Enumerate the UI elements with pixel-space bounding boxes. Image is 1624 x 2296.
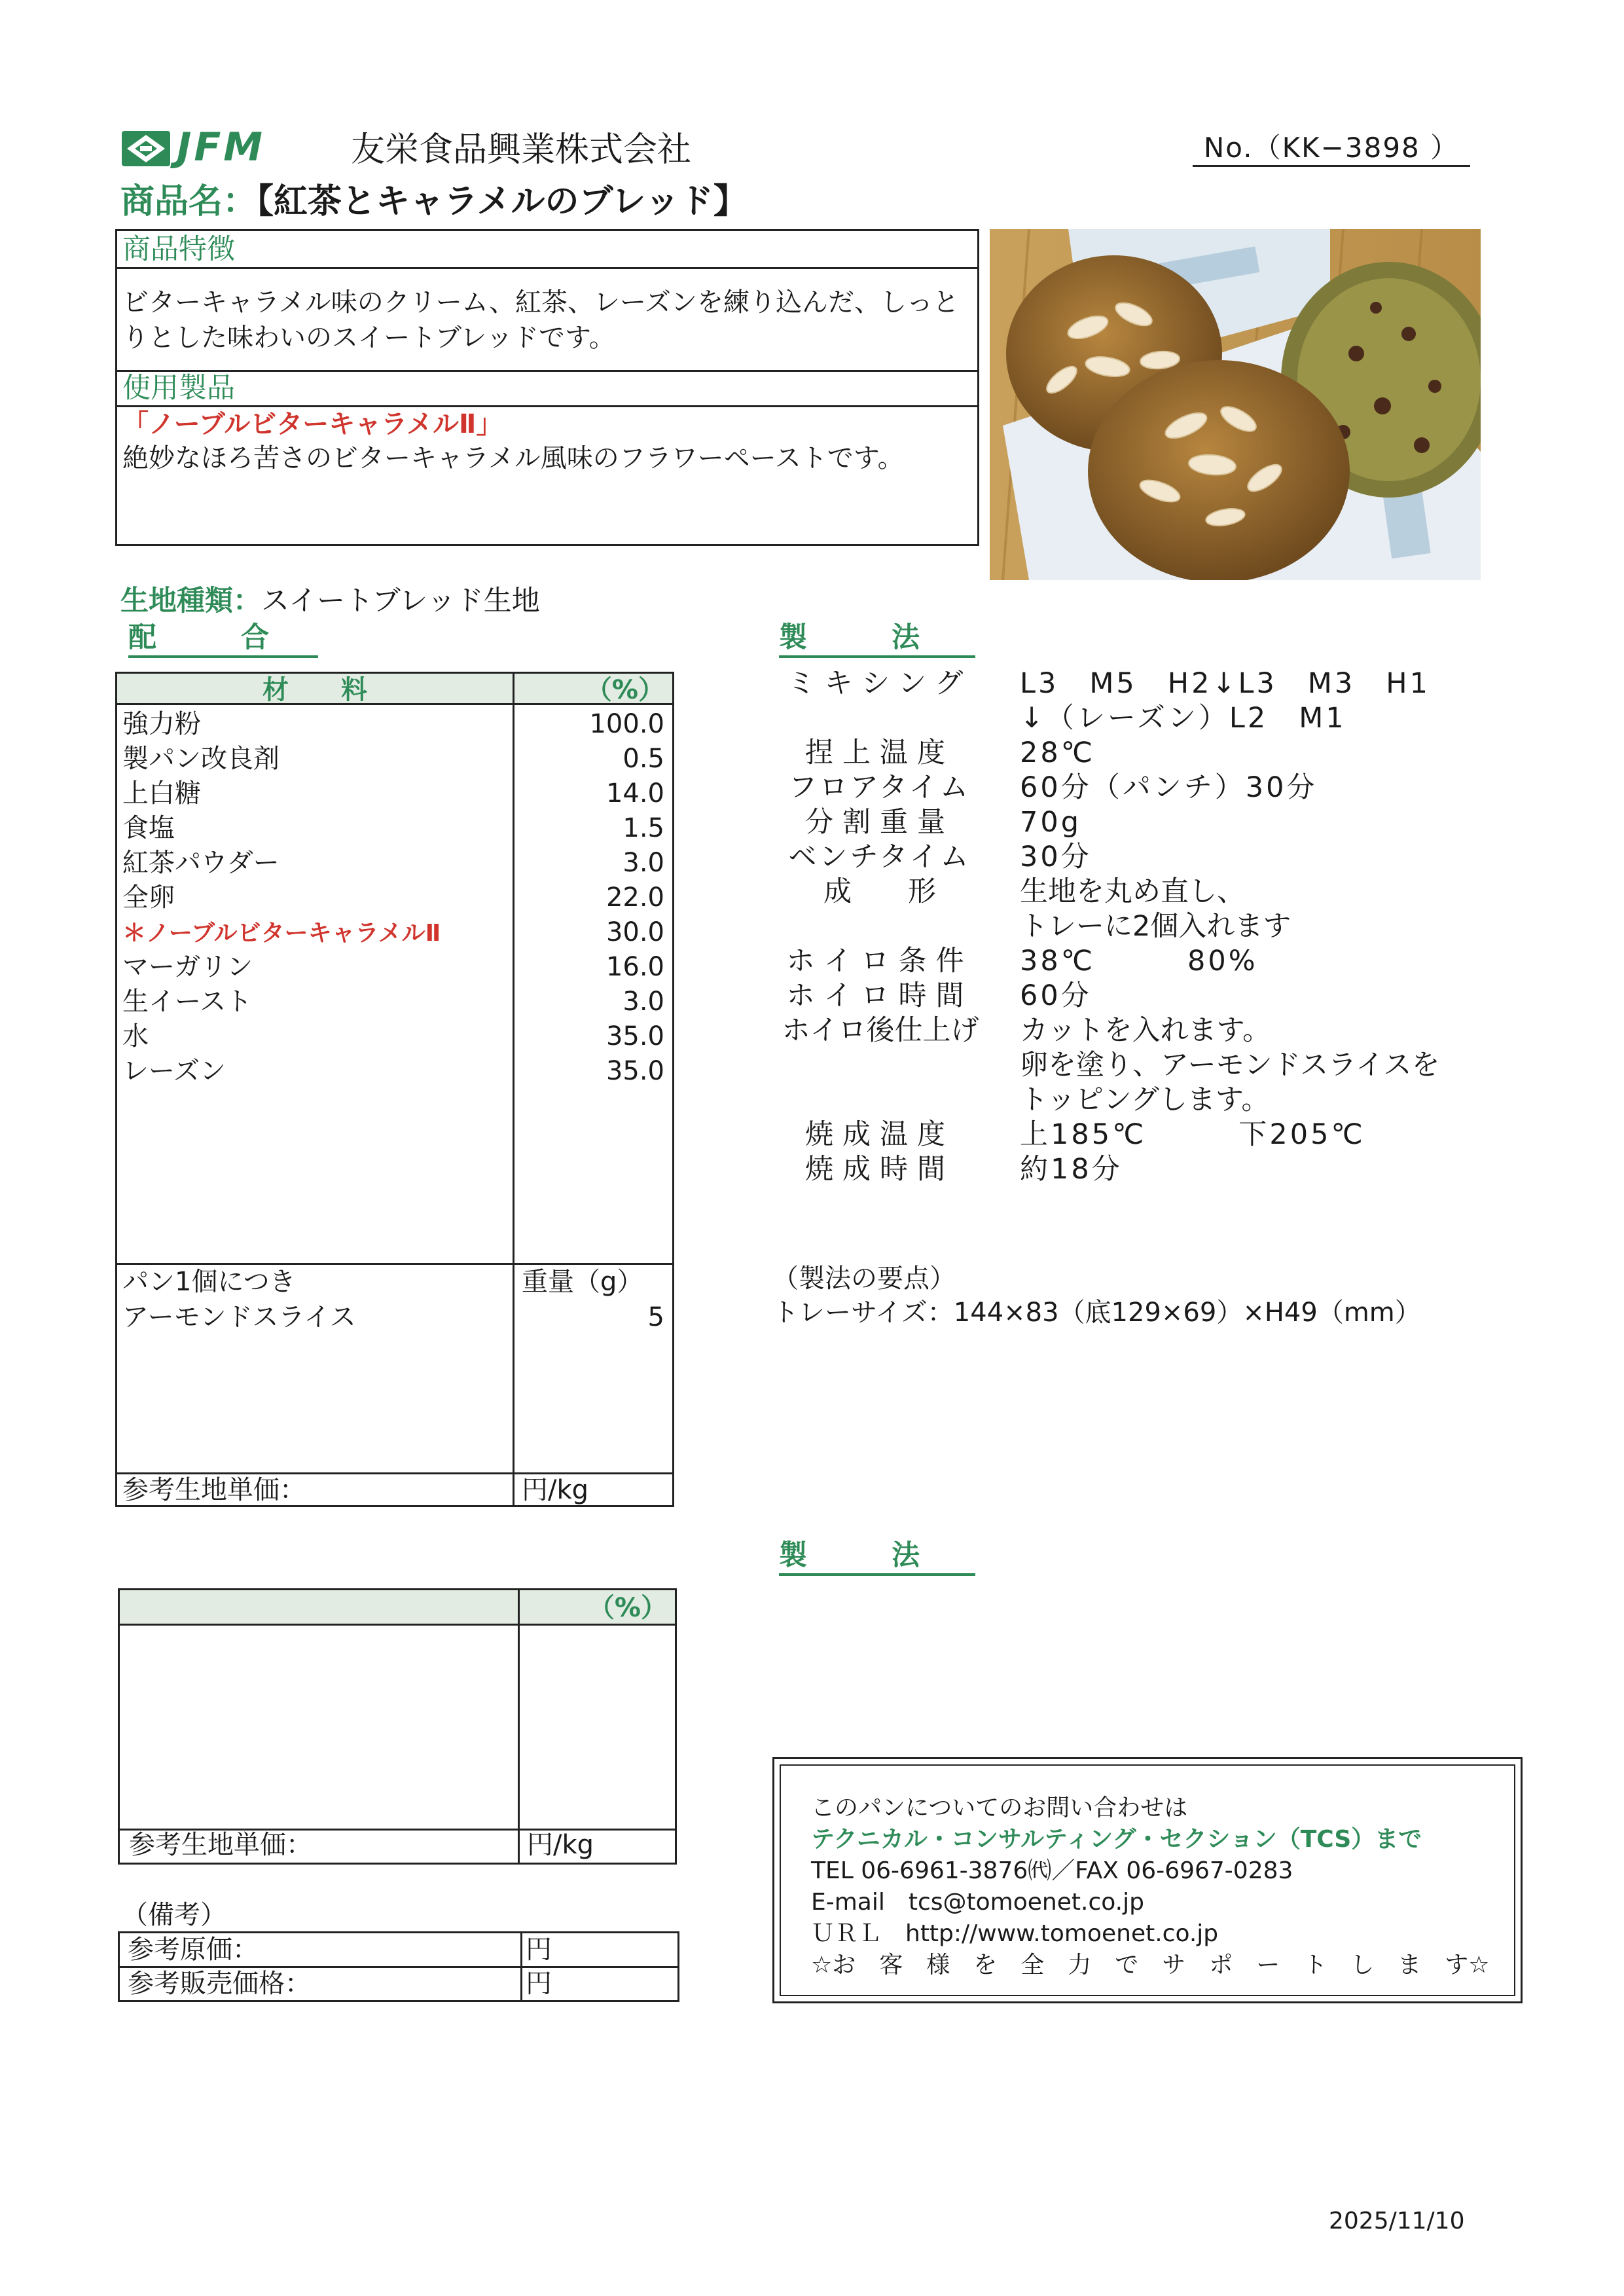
dough-type <box>120 584 540 619</box>
step-value: トッピングします。 <box>1020 1084 1270 1116</box>
method-step <box>772 1013 1492 1048</box>
table-row <box>117 1055 672 1089</box>
ingredient-name: 水 <box>122 1021 149 1051</box>
method-section-title: 製 法 <box>779 621 975 658</box>
step-value: トレーに2個入れます <box>1020 910 1291 943</box>
company-logo <box>122 124 291 170</box>
bread-photo-icon <box>990 229 1481 580</box>
contact-box <box>772 1757 1523 2003</box>
percent-header: （%） <box>585 675 664 705</box>
step-value: カットを入れます。 <box>1020 1014 1271 1047</box>
method-step <box>772 736 1492 771</box>
method-step <box>772 771 1492 805</box>
method-step <box>772 840 1492 875</box>
method-step <box>772 1152 1492 1187</box>
contact-tel: TEL 06-6961-3876㈹／FAX 06-6967-0283 <box>811 1857 1293 1884</box>
ingredient-name: 食塩 <box>122 813 175 843</box>
contact-url[interactable]: ＵＲＬ http://www.tomoenet.co.jp <box>811 1920 1219 1947</box>
ingredient-name: レーズン <box>122 1056 226 1086</box>
method-step <box>772 1083 1492 1118</box>
ingredient-name: 全卵 <box>122 883 175 913</box>
ingredient-name: 紅茶パウダー <box>122 848 280 878</box>
table-row <box>117 812 672 847</box>
ingredient-name: ＊ノーブルビターキャラメルⅡ <box>122 920 441 947</box>
table-row <box>117 742 672 777</box>
step-value: 60分 <box>1020 979 1092 1012</box>
ingredient-value: 3.0 <box>623 848 664 878</box>
step-value: 60分（パンチ）30分 <box>1020 771 1318 804</box>
step-label: 分割重量 <box>805 806 954 839</box>
table-row <box>117 916 672 951</box>
per-piece-label: パン1個につき <box>122 1267 296 1297</box>
ingredient-value: 1.5 <box>623 813 664 843</box>
method-step <box>772 875 1492 909</box>
step-label: 捏上温度 <box>805 737 954 769</box>
step-value: 卵を塗り、アーモンドスライスを <box>1020 1049 1440 1082</box>
product-label: 商品名： <box>120 182 257 221</box>
table-row <box>117 708 672 742</box>
contact-line1: このパンについてのお問い合わせは <box>811 1795 1188 1821</box>
step-label: 成 形 <box>823 875 936 908</box>
notes-table <box>118 1931 679 2002</box>
recipe-section-title: 配 合 <box>128 621 318 658</box>
recipe-table <box>115 672 674 1507</box>
document-number: No.（KK−3898 ） <box>1193 131 1470 167</box>
step-value: 約18分 <box>1020 1153 1123 1186</box>
recipe2-unit-price-label: 参考生地単価： <box>129 1830 312 1860</box>
step-value: L3 M5 H2↓L3 M3 H1 <box>1020 667 1430 700</box>
method2-section-title: 製 法 <box>779 1539 975 1576</box>
step-value: 30分 <box>1020 841 1092 873</box>
product-name: 【紅茶とキャラメルのブレッド】 <box>257 182 748 221</box>
ingredient-value: 16.0 <box>605 952 664 982</box>
step-label: ミキシング <box>787 667 973 700</box>
cost-unit: 円 <box>526 1935 552 1965</box>
price-unit: 円 <box>526 1969 552 1999</box>
step-value: 70g <box>1020 806 1082 839</box>
features-title: 商品特徴 <box>122 233 235 266</box>
unit-price-label: 参考生地単価： <box>122 1475 306 1505</box>
step-label: ホイロ後仕上げ <box>782 1014 979 1047</box>
table-row <box>117 985 672 1020</box>
company-name: 友栄食品興業株式会社 <box>351 130 692 170</box>
step-value: 上185℃ 下205℃ <box>1020 1118 1365 1151</box>
ingredient-value: 14.0 <box>605 778 664 809</box>
method-points-title: （製法の要点） <box>772 1264 956 1294</box>
ingredient-name: 生イースト <box>122 987 252 1017</box>
features-text-line2: りとした味わいのスイートブレッドです。 <box>122 323 615 353</box>
table-row <box>117 881 672 916</box>
recipe2-unit-price-unit: 円/kg <box>527 1830 594 1860</box>
method-step <box>772 1048 1492 1083</box>
ingredient-value: 35.0 <box>605 1021 664 1051</box>
ingredient-value: 0.5 <box>623 744 664 774</box>
step-label: ホイロ条件 <box>786 945 973 977</box>
step-value: ↓（レーズン）L2 M1 <box>1020 702 1346 735</box>
tray-size: トレーサイズ：144×83（底129×69）×H49（mm） <box>772 1298 1421 1328</box>
step-value: 38℃ 80% <box>1020 945 1258 977</box>
features-box <box>115 229 979 546</box>
contact-email[interactable]: E-mail tcs@tomoenet.co.jp <box>811 1889 1144 1916</box>
step-value: 生地を丸め直し、 <box>1020 875 1245 908</box>
price-label: 参考販売価格： <box>128 1969 311 1999</box>
features-text-line1: ビターキャラメル味のクリーム、紅茶、レーズンを練り込んだ、しっと <box>122 287 959 318</box>
method-step <box>772 944 1492 979</box>
contact-slogan: ☆お 客 様 を 全 力 で サ ポ ー ト し ま す☆ <box>811 1952 1490 1978</box>
unit-price-unit: 円/kg <box>522 1475 589 1505</box>
step-label: ホイロ時間 <box>786 979 973 1012</box>
step-label: ベンチタイム <box>788 841 971 873</box>
product-title <box>120 181 748 223</box>
step-label: 焼成時間 <box>805 1153 954 1186</box>
ingredient-value: 35.0 <box>605 1056 664 1086</box>
step-label: フロアタイム <box>788 771 971 804</box>
ingredient-header: 材 料 <box>262 675 367 705</box>
used-product-description: 絶妙なほろ苦さのビターキャラメル風味のフラワーペーストです。 <box>122 443 904 473</box>
notes-title: （備考） <box>122 1900 226 1930</box>
ingredient-name: マーガリン <box>122 952 253 982</box>
topping-name: アーモンドスライス <box>122 1302 356 1332</box>
recipe2-percent-header: （%） <box>588 1593 667 1623</box>
ingredient-value: 22.0 <box>605 883 664 913</box>
dough-type-label: 生地種類： <box>120 585 261 617</box>
product-photo <box>990 229 1481 580</box>
step-label: 焼成温度 <box>805 1118 954 1151</box>
table-row <box>117 777 672 812</box>
dough-type-value: スイートブレッド生地 <box>261 585 540 617</box>
ingredient-value: 3.0 <box>623 987 664 1017</box>
method-step <box>772 805 1492 840</box>
method-step <box>772 701 1492 736</box>
cost-label: 参考原価： <box>128 1935 259 1965</box>
contact-section-name: テクニカル・コンサルティング・セクション（TCS）まで <box>811 1826 1422 1853</box>
ingredient-name: 製パン改良剤 <box>122 744 280 774</box>
weight-label: 重量（g） <box>522 1267 643 1297</box>
method-step <box>772 666 1492 701</box>
ingredient-name: 強力粉 <box>122 709 201 739</box>
recipe2-table <box>118 1588 677 1865</box>
table-row <box>117 1020 672 1055</box>
used-product-name: 「ノーブルビターキャラメルⅡ」 <box>122 409 503 439</box>
method-step <box>772 1118 1492 1152</box>
used-products-title: 使用製品 <box>122 372 235 405</box>
table-row <box>117 951 672 985</box>
logo-text: JFM <box>177 124 266 170</box>
table-row <box>117 847 672 881</box>
method-step <box>772 909 1492 944</box>
ingredient-value: 30.0 <box>605 917 664 947</box>
method-steps <box>772 666 1492 1210</box>
footer-date: 2025/11/10 <box>1329 2208 1465 2234</box>
topping-value: 5 <box>647 1302 664 1332</box>
ingredient-value: 100.0 <box>589 709 664 739</box>
method-step <box>772 979 1492 1013</box>
step-value: 28℃ <box>1020 737 1096 769</box>
ingredient-name: 上白糖 <box>122 778 201 809</box>
